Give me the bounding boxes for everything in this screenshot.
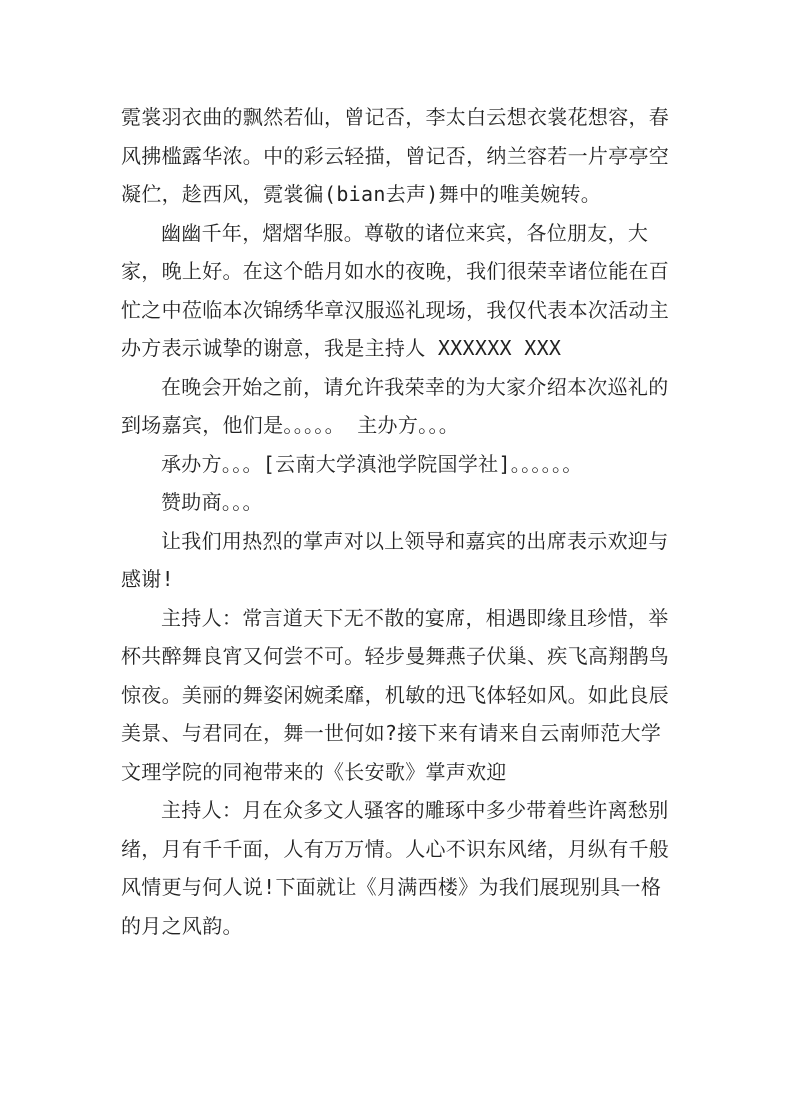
paragraph-applause-thanks: 让我们用热烈的掌声对以上领导和嘉宾的出席表示欢迎与感谢! bbox=[121, 528, 669, 591]
paragraph-sponsor: 赞助商。。。 bbox=[161, 490, 263, 514]
paragraph-co-organizer: 承办方。。。[云南大学滇池学院国学社]。。。。。。 bbox=[161, 451, 583, 476]
document-body bbox=[121, 98, 681, 945]
paragraph-welcome-speech: 幽幽千年，熠熠华服。尊敬的诸位来宾，各位朋友，大家，晚上好。在这个皓月如水的夜晚，我们很荣幸诸位能在百忙之中莅临本次锦绣华章汉服巡礼现场，我仅代表本次活动主办方表示诚挚的谢意，我是主持人 XXXXXX XXX bbox=[121, 220, 670, 360]
paragraph-guest-introduction: 在晚会开始之前，请允许我荣幸的为大家介绍本次巡礼的到场嘉宾，他们是。。。。。 主办方。。。 bbox=[121, 374, 669, 437]
paragraph-host-changan-song: 主持人：常言道天下无不散的宴席，相遇即缘且珍惜，举杯共醉舞良宵又何尝不可。轻步曼舞燕子伏巢、疾飞高翔鹊鸟惊夜。美丽的舞姿闲婉柔靡，机敏的迅飞体轻如风。如此良辰美景、与君同在，舞一世何如?接下来有请来自云南师范大学文理学院的同袍带来的《长安歌》掌声欢迎 bbox=[121, 605, 670, 784]
paragraph-opening-poetry: 霓裳羽衣曲的飘然若仙，曾记否，李太白云想衣裳花想容，春风拂槛露华浓。中的彩云轻描，曾记否，纳兰容若一片亭亭空凝伫，趁西风，霓裳徧(bian去声)舞中的唯美婉转。 bbox=[121, 105, 670, 206]
paragraph-host-moon-west-tower: 主持人：月在众多文人骚客的雕琢中多少带着些许离愁别绪，月有千千面，人有万万情。人心不识东风绪，月纵有千般风情更与何人说!下面就让《月满西楼》为我们展现别具一格的月之风韵。 bbox=[121, 798, 670, 938]
